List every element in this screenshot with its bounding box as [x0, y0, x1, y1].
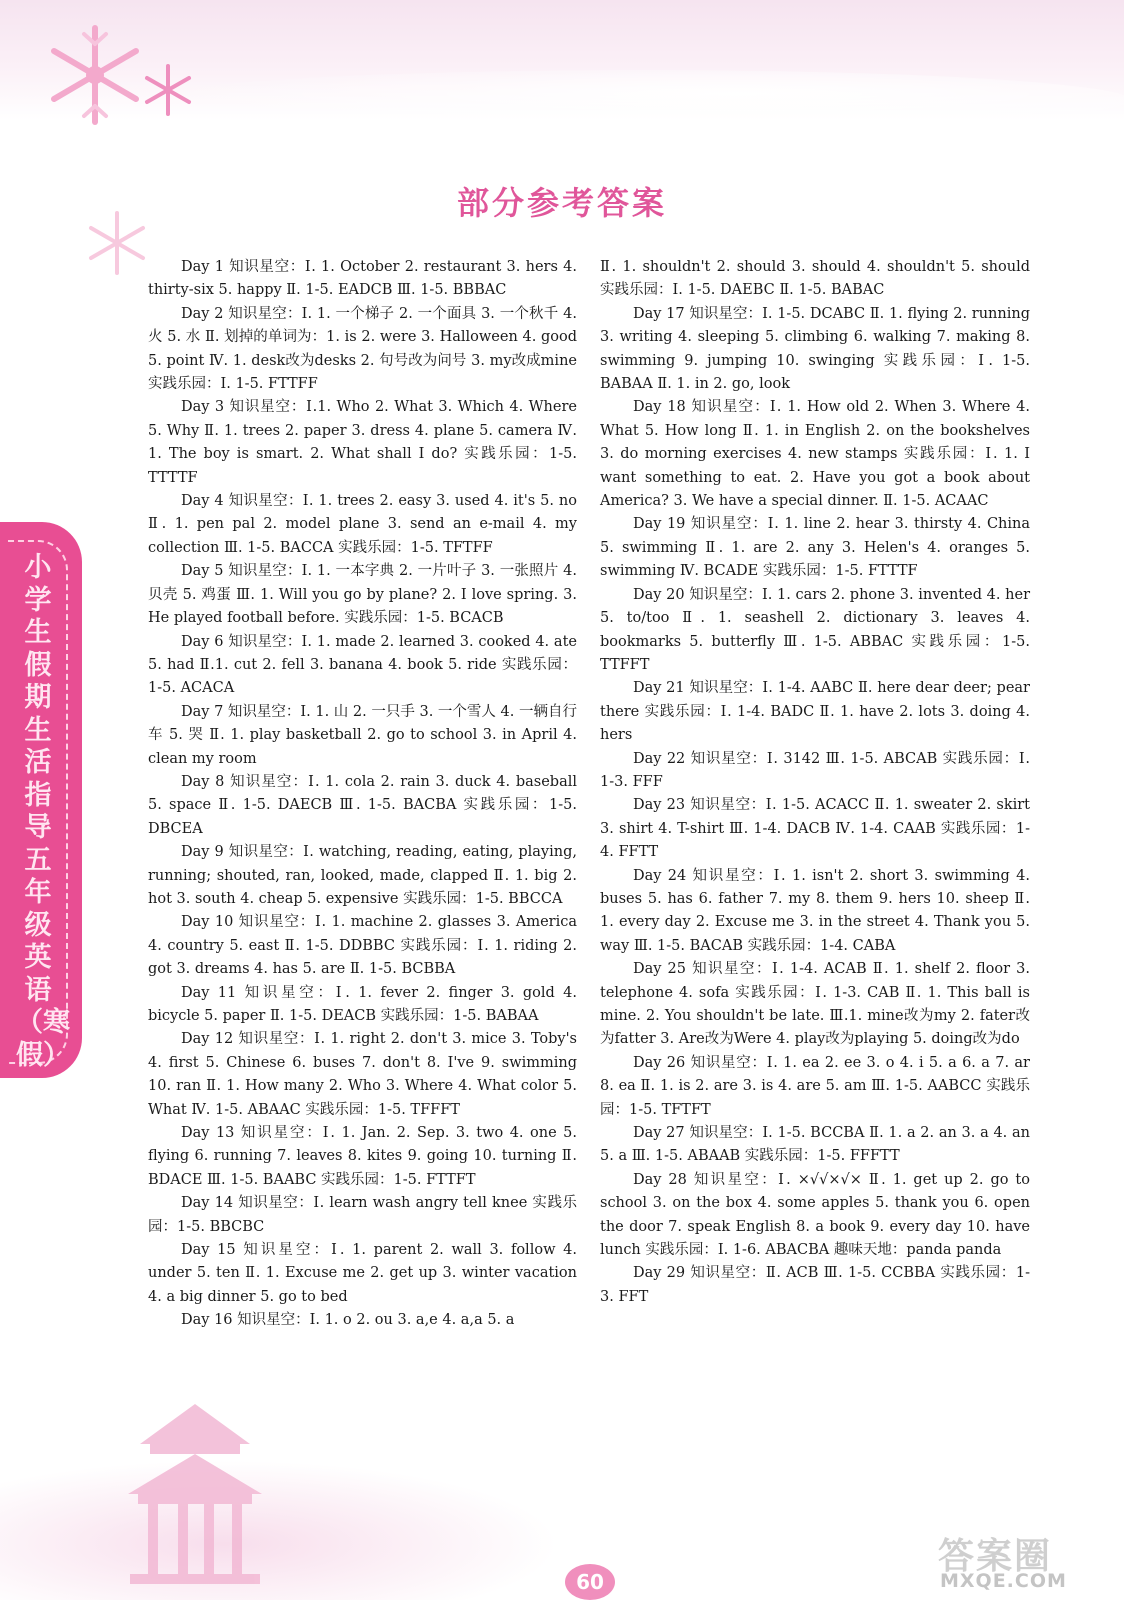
answer-entry: Day 1 知识星空：Ⅰ. 1. October 2. restaurant 3. hers 4. thirty-six 5. happy Ⅱ. 1-5. EADCB Ⅲ. 1-5. BBBAC: [148, 259, 577, 299]
snowflake-icon: [40, 20, 150, 130]
answer-entry: Day 21 知识星空：Ⅰ. 1-4. AABC Ⅱ. here dear deer; pear there 实践乐园：Ⅰ. 1-4. BADC Ⅱ. 1. have 2. lots 3. doing 4. hers: [600, 680, 1030, 744]
footer-mist: [0, 1460, 560, 1600]
answer-entry: Day 14 知识星空：Ⅰ. learn wash angry tell knee 实践乐园：1-5. BBCBC: [148, 1195, 577, 1235]
watermark-logo-text: 答案圈: [938, 1536, 1053, 1577]
answer-entry: Day 11 知识星空：Ⅰ. 1. fever 2. finger 3. gold 4. bicycle 5. paper Ⅱ. 1-5. DEACB 实践乐园：1-5. BABAA: [148, 984, 577, 1024]
watermark: [938, 1532, 1110, 1596]
answer-column-left: [148, 256, 577, 1333]
answer-entry: Day 23 知识星空：Ⅰ. 1-5. ACACC Ⅱ. 1. sweater 2. skirt 3. shirt 4. T-shirt Ⅲ. 1-4. DACB Ⅳ. 1-4. CAAB 实践乐园：1-4. FFTT: [600, 797, 1030, 861]
answer-entry: Day 16 知识星空：Ⅰ. 1. o 2. ou 3. a,e 4. a,a 5. a: [181, 1312, 515, 1329]
answer-entry: Day 6 知识星空：Ⅰ. 1. made 2. learned 3. cooked 4. ate 5. had Ⅱ.1. cut 2. fell 3. banana 4. book 5. ride 实践乐园：1-5. ACACA: [148, 633, 577, 697]
answer-entry: Day 25 知识星空：Ⅰ. 1-4. ACAB Ⅱ. 1. shelf 2. floor 3. telephone 4. sofa 实践乐园：Ⅰ. 1-3. CAB Ⅱ. 1. This ball is mine. 2. You shouldn't be late. Ⅲ.1. mine改为my 2. fater改为fatter 3. Are改为Were 4. play改为playing 5. doing改为do: [600, 961, 1030, 1048]
side-tab: [0, 522, 82, 1078]
answer-entry: Day 28 知识星空：Ⅰ. ×√√×√× Ⅱ. 1. get up 2. go to school 3. on the box 4. some apples 5. thank you 6. open the door 7. speak English 8. a book 9. every day 10. have lunch 实践乐园：Ⅰ. 1-6. ABACBA 趣味天地：panda panda: [600, 1171, 1030, 1259]
answer-entry: Day 19 知识星空：Ⅰ. 1. line 2. hear 3. thirsty 4. China 5. swimming Ⅱ. 1. are 2. any 3. Helen's 4. oranges 5. swimming Ⅳ. BCADE 实践乐园：1-5. FTTTF: [600, 516, 1030, 580]
snowflake-icon: [140, 62, 196, 118]
answer-entry: Day 24 知识星空：Ⅰ. 1. isn't 2. short 3. swimming 4. buses 5. has 6. father 7. my 8. them 9. hers 10. sheep Ⅱ. 1. every day 2. Excuse me 3. in the street 4. Thank you 5. way Ⅲ. 1-5. BACAB 实践乐园：1-4. CABA: [600, 867, 1030, 954]
answer-column-right: [600, 256, 1030, 1309]
answer-entry: Day 2 知识星空：Ⅰ. 1. 一个梯子 2. 一个面具 3. 一个秋千 4. 火 5. 水 Ⅱ. 划掉的单词为：1. is 2. were 3. Halloween 4. good 5. point Ⅳ. 1. desk改为desks 2. 句号改为问号 3. my改成mine 实践乐园：Ⅰ. 1-5. FTTFF: [148, 305, 577, 393]
pavilion-icon: [110, 1398, 280, 1588]
answer-entry-continued: Ⅱ. 1. shouldn't 2. should 3. should 4. shouldn't 5. should 实践乐园：Ⅰ. 1-5. DAEBC Ⅱ. 1-5. BABAC: [600, 259, 1030, 299]
page-number: 60: [576, 1570, 604, 1594]
answer-entry: Day 15 知识星空：Ⅰ. 1. parent 2. wall 3. follow 4. under 5. ten Ⅱ. 1. Excuse me 2. get up 3. winter vacation 4. a big dinner 5. go to bed: [148, 1242, 577, 1305]
answer-entry: Day 12 知识星空：Ⅰ. 1. right 2. don't 3. mice 3. Toby's 4. first 5. Chinese 6. buses 7. don't 8. I've 9. swimming 10. ran Ⅱ. 1. How many 2. Who 3. Where 4. What color 5. What Ⅳ. 1-5. ABAAC 实践乐园：1-5. TFFFT: [148, 1031, 577, 1118]
answer-entry: Day 8 知识星空：Ⅰ. 1. cola 2. rain 3. duck 4. baseball 5. space Ⅱ. 1-5. DAECB Ⅲ. 1-5. BACBA 实践乐园：1-5. DBCEA: [148, 773, 577, 837]
header-wave: [150, 70, 1124, 130]
page-title: 部分参考答案: [456, 184, 667, 222]
answer-entry: Day 22 知识星空：Ⅰ. 3142 Ⅲ. 1-5. ABCAB 实践乐园：Ⅰ. 1-3. FFF: [600, 750, 1030, 790]
answer-entry: Day 3 知识星空：Ⅰ.1. Who 2. What 3. Which 4. Where 5. Why Ⅱ. 1. trees 2. paper 3. dress 4. plane 5. camera Ⅳ. 1. The boy is smart. 2. What shall I do? 实践乐园：1-5. TTTTF: [148, 399, 577, 486]
answer-entry: Day 20 知识星空：Ⅰ. 1. cars 2. phone 3. invented 4. her 5. to/too Ⅱ. 1. seashell 2. dictionary 3. leaves 4. bookmarks 5. butterfly Ⅲ. 1-5. ABBAC 实践乐园：1-5. TTFFT: [600, 586, 1030, 673]
answer-entry: Day 10 知识星空：Ⅰ. 1. machine 2. glasses 3. America 4. country 5. east Ⅱ. 1-5. DDBBC 实践乐园：Ⅰ. 1. riding 2. got 3. dreams 4. has 5. are Ⅱ. 1-5. BCBBA: [148, 914, 577, 978]
answer-entry: Day 5 知识星空：Ⅰ. 1. 一本字典 2. 一片叶子 3. 一张照片 4. 贝壳 5. 鸡蛋 Ⅲ. 1. Will you go by plane? 2. I love spring. 3. He played football before. 实践乐园：1-5. BCACB: [148, 563, 577, 627]
answer-entry: Day 7 知识星空：Ⅰ. 1. 山 2. 一只手 3. 一个雪人 4. 一辆自行车 5. 哭 Ⅱ. 1. play basketball 2. go to school 3. in April 4. clean my room: [148, 703, 577, 767]
answer-entry: Day 29 知识星空：Ⅱ. ACB Ⅲ. 1-5. CCBBA 实践乐园：1-3. FFT: [600, 1265, 1030, 1305]
answer-entry: Day 9 知识星空：Ⅰ. watching, reading, eating, playing, running; shouted, ran, looked, made, clapped Ⅱ. 1. big 2. hot 3. south 4. cheap 5. expensive 实践乐园：1-5. BBCCA: [148, 844, 577, 907]
answer-entry: Day 27 知识星空：Ⅰ. 1-5. BCCBA Ⅱ. 1. a 2. an 3. a 4. an 5. a Ⅲ. 1-5. ABAAB 实践乐园：1-5. FFFTT: [600, 1125, 1030, 1165]
answer-entry: Day 13 知识星空：Ⅰ. 1. Jan. 2. Sep. 3. two 4. one 5. flying 6. running 7. leaves 8. kites 9. going 10. turning Ⅱ. BDACE Ⅲ. 1-5. BAABC 实践乐园：1-5. FTTFT: [148, 1125, 577, 1188]
answer-entry: Day 17 知识星空：Ⅰ. 1-5. DCABC Ⅱ. 1. flying 2. running 3. writing 4. sleeping 5. climbing 6. walking 7. making 8. swimming 9. jumping 10. swinging 实践乐园：Ⅰ. 1-5. BABAA Ⅱ. 1. in 2. go, look: [600, 305, 1030, 393]
answer-entry: Day 4 知识星空：Ⅰ. 1. trees 2. easy 3. used 4. it's 5. no Ⅱ. 1. pen pal 2. model plane 3. send an e-mail 4. my collection Ⅲ. 1-5. BACCA 实践乐园：1-5. TFTFF: [148, 493, 577, 556]
watermark-url: MXQE.COM: [940, 1570, 1067, 1592]
side-tab-title: 小学生假期生活指导五年级英语（寒假）: [16, 552, 70, 1071]
answer-entry: Day 18 知识星空：Ⅰ. 1. How old 2. When 3. Where 4. What 5. How long Ⅱ. 1. in English 2. on the bookshelves 3. do morning exercises 4. new stamps 实践乐园：Ⅰ. 1. I want something to eat. 2. Have you got a book about America? 3. We have a special dinner. Ⅱ. 1-5. ACAAC: [600, 399, 1030, 510]
page-number-badge: [565, 1564, 615, 1600]
answer-entry: Day 26 知识星空：Ⅰ. 1. ea 2. ee 3. o 4. i 5. a 6. a 7. ar 8. ea Ⅱ. 1. is 2. are 3. is 4. are 5. am Ⅲ. 1-5. AABCC 实践乐园：1-5. TFTFT: [600, 1054, 1030, 1118]
